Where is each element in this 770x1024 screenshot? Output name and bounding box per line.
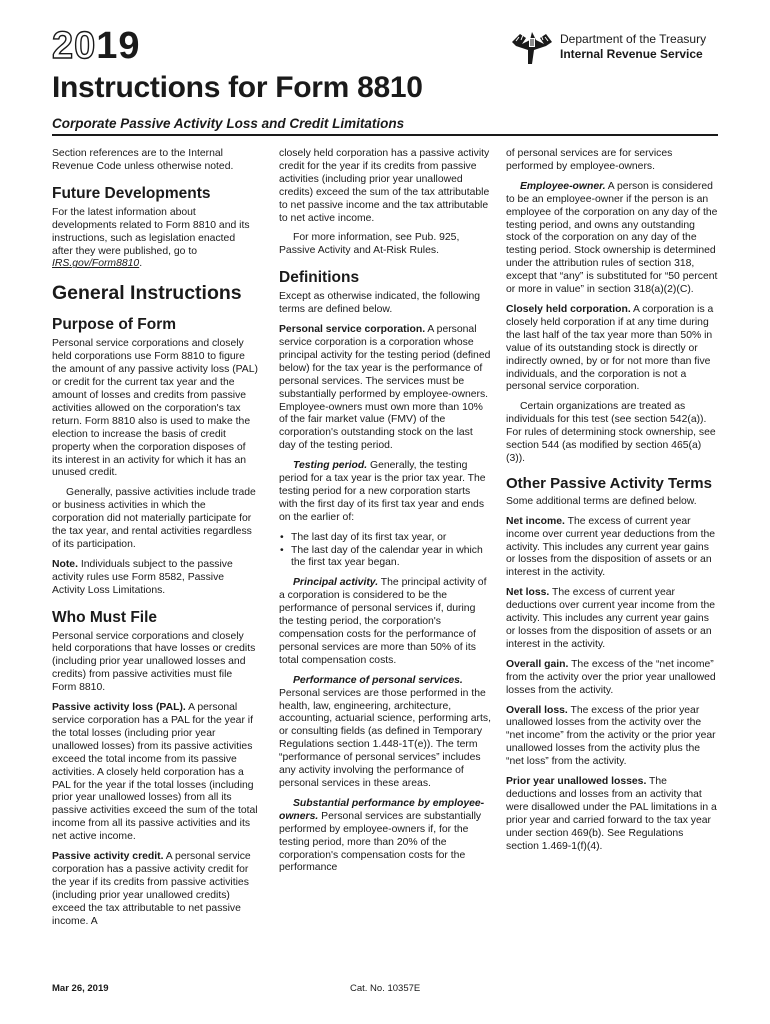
- closely-held-paragraph: [506, 304, 718, 394]
- heading-general-instructions: General Instructions: [52, 282, 242, 305]
- purpose-paragraph-2: Generally, passive activities include trade or business activities in which the corporation did not materially participate for the tax year, and rental activities regardless of its participation.: [52, 487, 256, 550]
- irs-eagle-logo: [510, 28, 554, 68]
- principal-label: Principal activity.: [293, 577, 379, 589]
- pal-text: A personal service corporation has a PAL for the year if the total losses (including prior year unallowed losses) from its passive activities exceed the total income from its passive activities. A closely held corporation has a PAL for the year if the total losses (including prior year unallowed losses) from all its passive activities exceed the sum of the total income from all its passive activities and its net active income.: [52, 702, 258, 843]
- closely-held-text: A corporation is a closely held corporation if at any time during the last half of the tax year more than 50% in value of its outstanding stock is directly or indirectly owned, by or for not more than five individuals, and the corporation is not a personal service corporation.: [506, 303, 714, 393]
- prior-year-unallowed-text: The deductions and losses from an activity that were disallowed under the PAL limitations in a prior year and carried forward to the tax year under section 469(b). See Regulations section 1.469-1(f)(4).: [506, 776, 717, 852]
- performance-text: Personal services are those performed in the health, law, engineering, architecture, accounting, actuarial science, performing arts, or consulting fields (as defined in Temporary Regulations section 1.448-1T(e)). The term “performance of personal services” includes any activity involving the performance of personal services in these areas.: [279, 687, 491, 789]
- pal-paragraph: [52, 702, 258, 844]
- agency-name: Internal Revenue Service: [560, 47, 703, 61]
- prior-year-unallowed-label: Prior year unallowed losses.: [506, 776, 647, 788]
- psc-text: A personal service corporation is a corporation whose principal activity for the testing period (defined below) for the tax year is the performance of personal services. The services must be substantially performed by employee-owners. Employee-owners must own more than 10% of the fair market value (FMV) of the corporation's outstanding stock on the last day of the testing period.: [279, 324, 491, 452]
- column-1: [52, 148, 258, 936]
- future-text: For the latest information about developments related to Form 8810 and its instructions, such as legislation enacted after they were published, go to: [52, 206, 250, 257]
- heading-who-must-file: Who Must File: [52, 608, 158, 626]
- net-loss-paragraph: [506, 587, 718, 652]
- col2-continuation: closely held corporation has a passive activity credit for the year if its credits from passive activities (including prior year unallowed credits) exceed the sum of the tax attributable to net passive income and the tax attributable to net active income.: [279, 148, 490, 224]
- future-end: .: [139, 258, 143, 270]
- net-income-text: The excess of current year income over current year deductions from the activity. This includes any current year gains or losses from the disposition of assets or an interest in the activity.: [506, 515, 716, 579]
- other-terms-intro: Some additional terms are defined below.: [506, 495, 697, 507]
- department-name: Department of the Treasury: [560, 32, 707, 46]
- prior-year-unallowed-paragraph: [506, 776, 718, 853]
- employee-owner-paragraph: [506, 181, 718, 297]
- employee-owner-label: Employee-owner.: [520, 180, 606, 192]
- employee-owner-text: A person is considered to be an employee-owner if the person is an employee of the corporation on any day of the testing period, and owns any outstanding stock of the corporation on any day of the testing period. Stock ownership is determined under the attribution rules of section 318, except that “any” is substituted for “50 percent or more in value” in section 318(a)(2)(C).: [506, 180, 718, 296]
- note-label: Note.: [52, 558, 78, 570]
- testing-label: Testing period.: [293, 460, 368, 472]
- pac-paragraph: [52, 851, 258, 928]
- section-references: Section references are to the Internal Revenue Code unless otherwise noted.: [52, 148, 234, 172]
- heading-definitions: Definitions: [279, 269, 360, 287]
- overall-loss-paragraph: [506, 705, 718, 770]
- tax-year-bold: 19: [96, 25, 141, 67]
- performance-label: Performance of personal services.: [293, 674, 463, 686]
- substantial-text: Personal services are substantially performed by employee-owners if, for the testing period, more than 20% of the corporation's compensation costs for the performance: [279, 810, 482, 874]
- net-income-label: Net income.: [506, 515, 565, 527]
- pac-text: A personal service corporation has a passive activity credit for the year if its credits from passive activities (including prior year unallowed credits) exceed the tax attributable to net passive income. A: [52, 851, 251, 927]
- certain-organizations-paragraph: Certain organizations are treated as individuals for this test (see section 542(a)). For rules of determining stock ownership, see section 544 (as modified by section 465(a)(3)).: [506, 401, 716, 464]
- column-3: [506, 148, 718, 861]
- tax-year: [52, 26, 141, 66]
- psc-paragraph: [279, 324, 491, 453]
- irs-form8810-link[interactable]: IRS.gov/Form8810: [52, 258, 140, 270]
- agency-block: [510, 28, 730, 68]
- pal-label: Passive activity loss (PAL).: [52, 702, 186, 714]
- more-info-paragraph: For more information, see Pub. 925, Passive Activity and At-Risk Rules.: [279, 232, 460, 257]
- testing-text: Generally, the testing period for a tax year is the prior tax year. The testing period for a new corporation starts with the first day of its first tax year and ends on the earlier of:: [279, 460, 486, 523]
- note-text: Individuals subject to the passive activity rules use Form 8582, Passive Activity Loss Limitations.: [52, 558, 233, 596]
- page-title: Instructions for Form 8810: [52, 71, 423, 104]
- overall-gain-text: The excess of the “net income” from the activity over the prior year unallowed losses from the activity.: [506, 658, 716, 696]
- pac-label: Passive activity credit.: [52, 851, 164, 863]
- net-loss-text: The excess of current year deductions over current year income from the activity. This includes any current year gains or losses from the disposition of assets or an interest in the activity.: [506, 587, 716, 650]
- heading-purpose-of-form: Purpose of Form: [52, 316, 177, 334]
- column-2: [279, 148, 491, 882]
- performance-paragraph: [279, 675, 491, 791]
- heading-other-passive-terms: Other Passive Activity Terms: [506, 474, 712, 492]
- who-must-file-text: Personal service corporations and closely held corporations that have losses or credits (including prior year unallowed losses and credits) from passive activities must file Form 8810.: [52, 630, 256, 694]
- footer-catalog-number: Cat. No. 10357E: [350, 983, 421, 994]
- page-subtitle: Corporate Passive Activity Loss and Credit Limitations: [52, 116, 405, 131]
- closely-held-label: Closely held corporation.: [506, 303, 631, 315]
- overall-loss-text: The excess of the prior year unallowed losses from the activity over the “net income” from the activity or the prior year unallowed losses from the activity plus the “net loss” from the activity.: [506, 704, 716, 768]
- net-income-paragraph: [506, 516, 718, 581]
- header-rule: [52, 134, 718, 136]
- purpose-paragraph-1: Personal service corporations and closely held corporations use Form 8810 to figure the amount of any passive activity loss (PAL) or credit for the current tax year and the amount of losses and credits from passive activities allowed on the corporation's tax return. Form 8810 also is used to make the election to increase the basis of credit property when the corporation disposes of its interest in an activity for which it has an unused credit.: [52, 338, 258, 479]
- heading-future-developments: Future Developments: [52, 184, 211, 202]
- col3-continuation: of personal services are for services performed by employee-owners.: [506, 148, 673, 172]
- tax-year-outline: 20: [52, 25, 97, 67]
- principal-activity-paragraph: [279, 577, 491, 667]
- overall-gain-paragraph: [506, 659, 718, 698]
- future-developments-text: [52, 207, 258, 272]
- testing-period-paragraph: [279, 460, 491, 525]
- footer-date: Mar 26, 2019: [52, 983, 109, 994]
- substantial-performance-paragraph: [279, 798, 491, 875]
- net-loss-label: Net loss.: [506, 587, 550, 599]
- list-item: • The last day of the calendar year in which the first tax year began.: [279, 545, 491, 571]
- principal-text: The principal activity of a corporation is considered to be the performance of personal services if, during the testing period, the corporation's compensation costs for the performance of personal services are more than 50% of its total compensation costs.: [279, 577, 487, 666]
- psc-label: Personal service corporation.: [279, 324, 426, 336]
- note-paragraph: [52, 559, 258, 598]
- definitions-intro: Except as otherwise indicated, the following terms are defined below.: [279, 291, 480, 316]
- list-item: • The last day of its first tax year, or: [279, 532, 491, 545]
- testing-period-list: [279, 532, 491, 571]
- substantial-label: Substantial performance by employee-owners.: [279, 797, 485, 822]
- overall-loss-label: Overall loss.: [506, 704, 568, 716]
- overall-gain-label: Overall gain.: [506, 658, 569, 670]
